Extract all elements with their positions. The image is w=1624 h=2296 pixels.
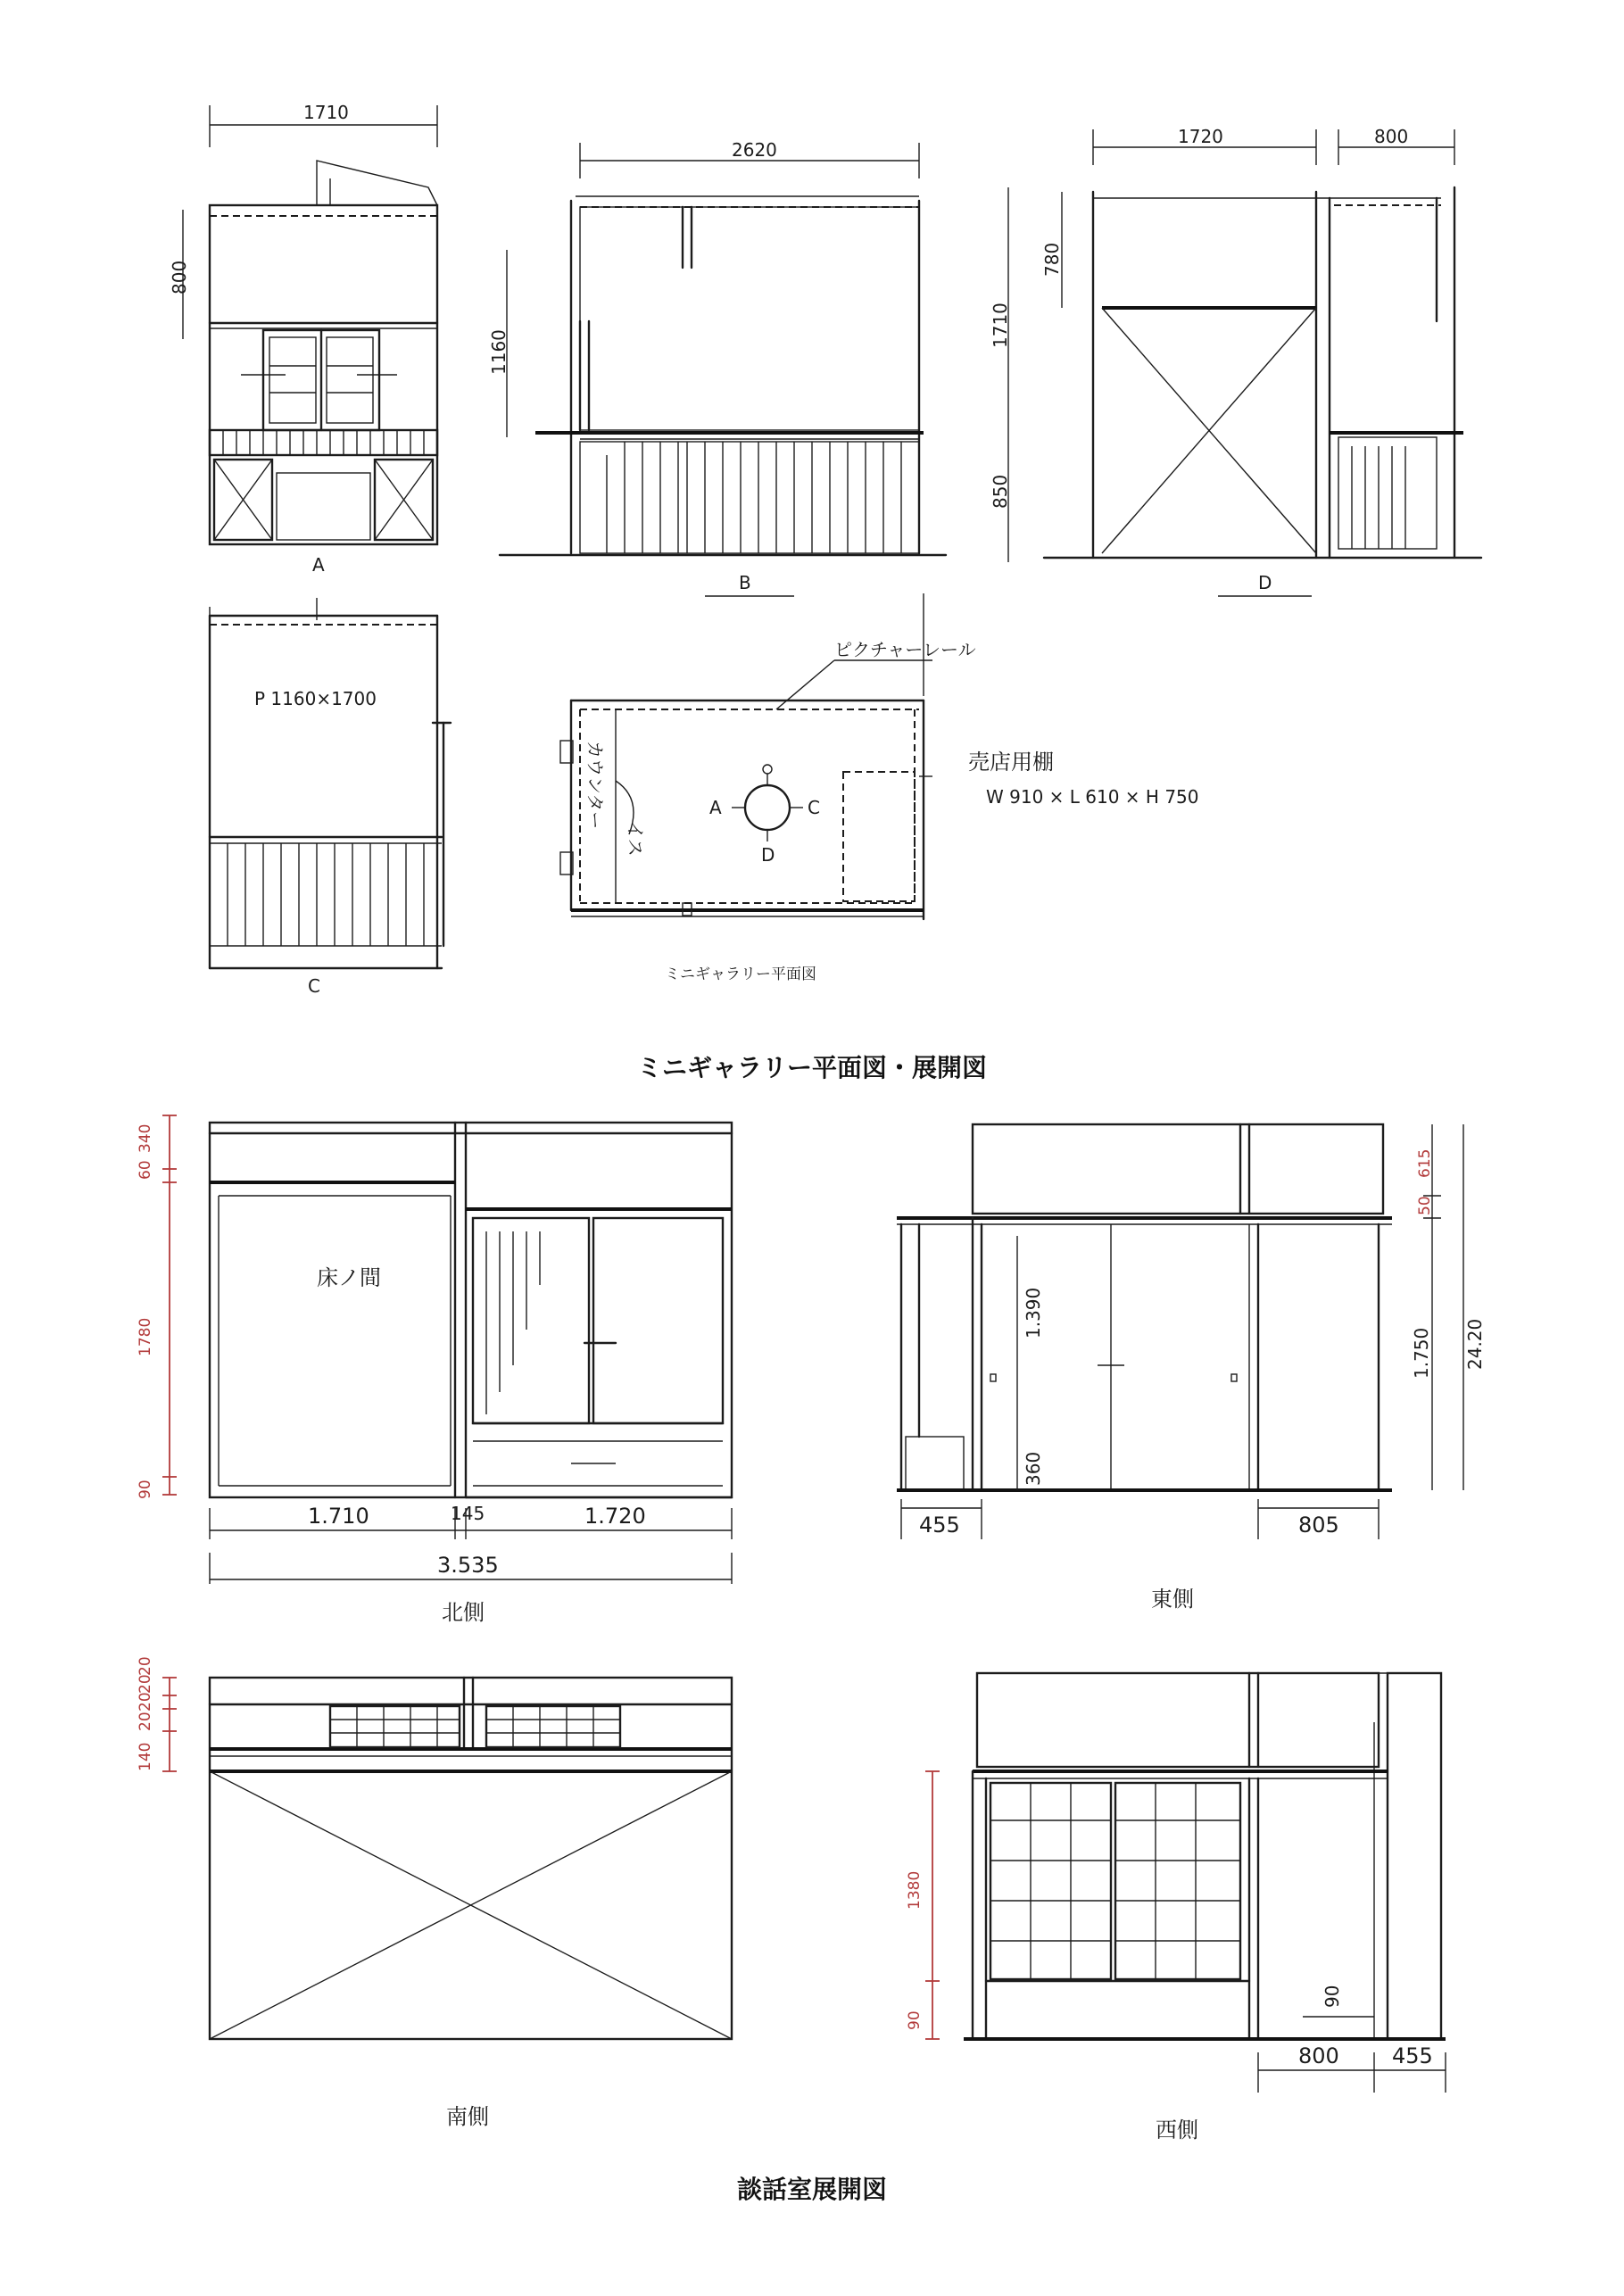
a-dim-height: 800 (169, 260, 190, 294)
elevation-c (210, 598, 451, 997)
west-dim-bottom-a: 800 (1298, 2043, 1339, 2068)
north-label: 北側 (442, 1600, 485, 1625)
north-alcove-label: 床ノ間 (317, 1265, 381, 1290)
elevation-a (169, 102, 437, 576)
east-dim-b: 24.20 (1464, 1318, 1486, 1370)
b-view-label: B (739, 572, 751, 593)
plan-counter-label: カウンター (584, 741, 606, 830)
b-dim-upper: 1160 (488, 329, 510, 375)
east-dim-d: 50 (1416, 1196, 1434, 1215)
east-dim-bottom-left: 455 (919, 1513, 960, 1538)
south-red-dim-0: 140 (137, 1742, 154, 1771)
east-dim-a: 1.750 (1411, 1327, 1432, 1379)
d-dim-width1: 1720 (1178, 126, 1223, 147)
plan-dir-c: C (808, 797, 820, 818)
north-red-dim-2: 1780 (137, 1317, 154, 1356)
a-view-label: A (312, 554, 325, 576)
plan-caption: ミニギャラリー平面図 (665, 966, 816, 983)
west-red-dim-0: 1380 (906, 1870, 924, 1910)
elevation-south (137, 1656, 732, 2129)
east-dim-bottom-right: 805 (1298, 1513, 1339, 1538)
east-label: 東側 (1151, 1587, 1194, 1612)
b-dim-total: 1710 (990, 303, 1011, 348)
plan-shelf-size: W 910 × L 610 × H 750 (986, 786, 1199, 808)
section2-title: 談話室展開図 (736, 2175, 887, 2204)
a-dim-width: 1710 (303, 102, 349, 123)
plan-dir-a: A (709, 797, 722, 818)
plan-chair-label: イス (625, 821, 646, 857)
north-red-dim-1: 60 (137, 1160, 154, 1180)
section1-title: ミニギャラリー平面図・展開図 (636, 1053, 987, 1082)
south-red-dim-2: 20 (137, 1692, 154, 1712)
north-dim-left: 1.710 (308, 1504, 369, 1529)
south-red-dim-4: 20 (137, 1656, 154, 1676)
b-dim-lower: 850 (990, 474, 1011, 509)
west-dim-bottom-b: 455 (1392, 2043, 1433, 2068)
elevation-north (137, 1115, 732, 1625)
elevation-b (488, 139, 1011, 596)
elevation-west (906, 1673, 1446, 2143)
north-red-dim-0: 340 (137, 1123, 154, 1153)
north-dim-total: 3.535 (437, 1553, 499, 1578)
south-red-dim-3: 20 (137, 1674, 154, 1694)
west-red-dim-1: 90 (906, 2010, 924, 2030)
d-view-label: D (1258, 572, 1272, 593)
c-note: P 1160×1700 (254, 688, 377, 709)
c-view-label: C (308, 975, 320, 997)
elevation-d (1041, 126, 1481, 596)
plan-dir-d: D (761, 844, 775, 866)
gallery-plan (560, 593, 1199, 983)
north-dim-right: 1.720 (584, 1504, 646, 1529)
east-dim-low: 360 (1023, 1451, 1044, 1486)
west-dim-90: 90 (1322, 1985, 1343, 2008)
plan-rail-note: ピクチャーレール (834, 639, 976, 660)
north-dim-mid: 145 (451, 1503, 485, 1524)
south-red-dim-1: 20 (137, 1712, 154, 1731)
north-red-dim-3: 90 (137, 1480, 154, 1499)
south-label: 南側 (446, 2104, 489, 2129)
west-label: 西側 (1156, 2118, 1198, 2143)
plan-shelf-note: 売店用棚 (968, 750, 1054, 775)
d-dim-width2: 800 (1374, 126, 1409, 147)
east-dim-inner: 1.390 (1023, 1287, 1044, 1339)
elevation-east (897, 1124, 1486, 1612)
d-dim-height: 780 (1041, 242, 1063, 277)
east-dim-c: 615 (1416, 1148, 1434, 1178)
b-dim-width: 2620 (732, 139, 777, 161)
